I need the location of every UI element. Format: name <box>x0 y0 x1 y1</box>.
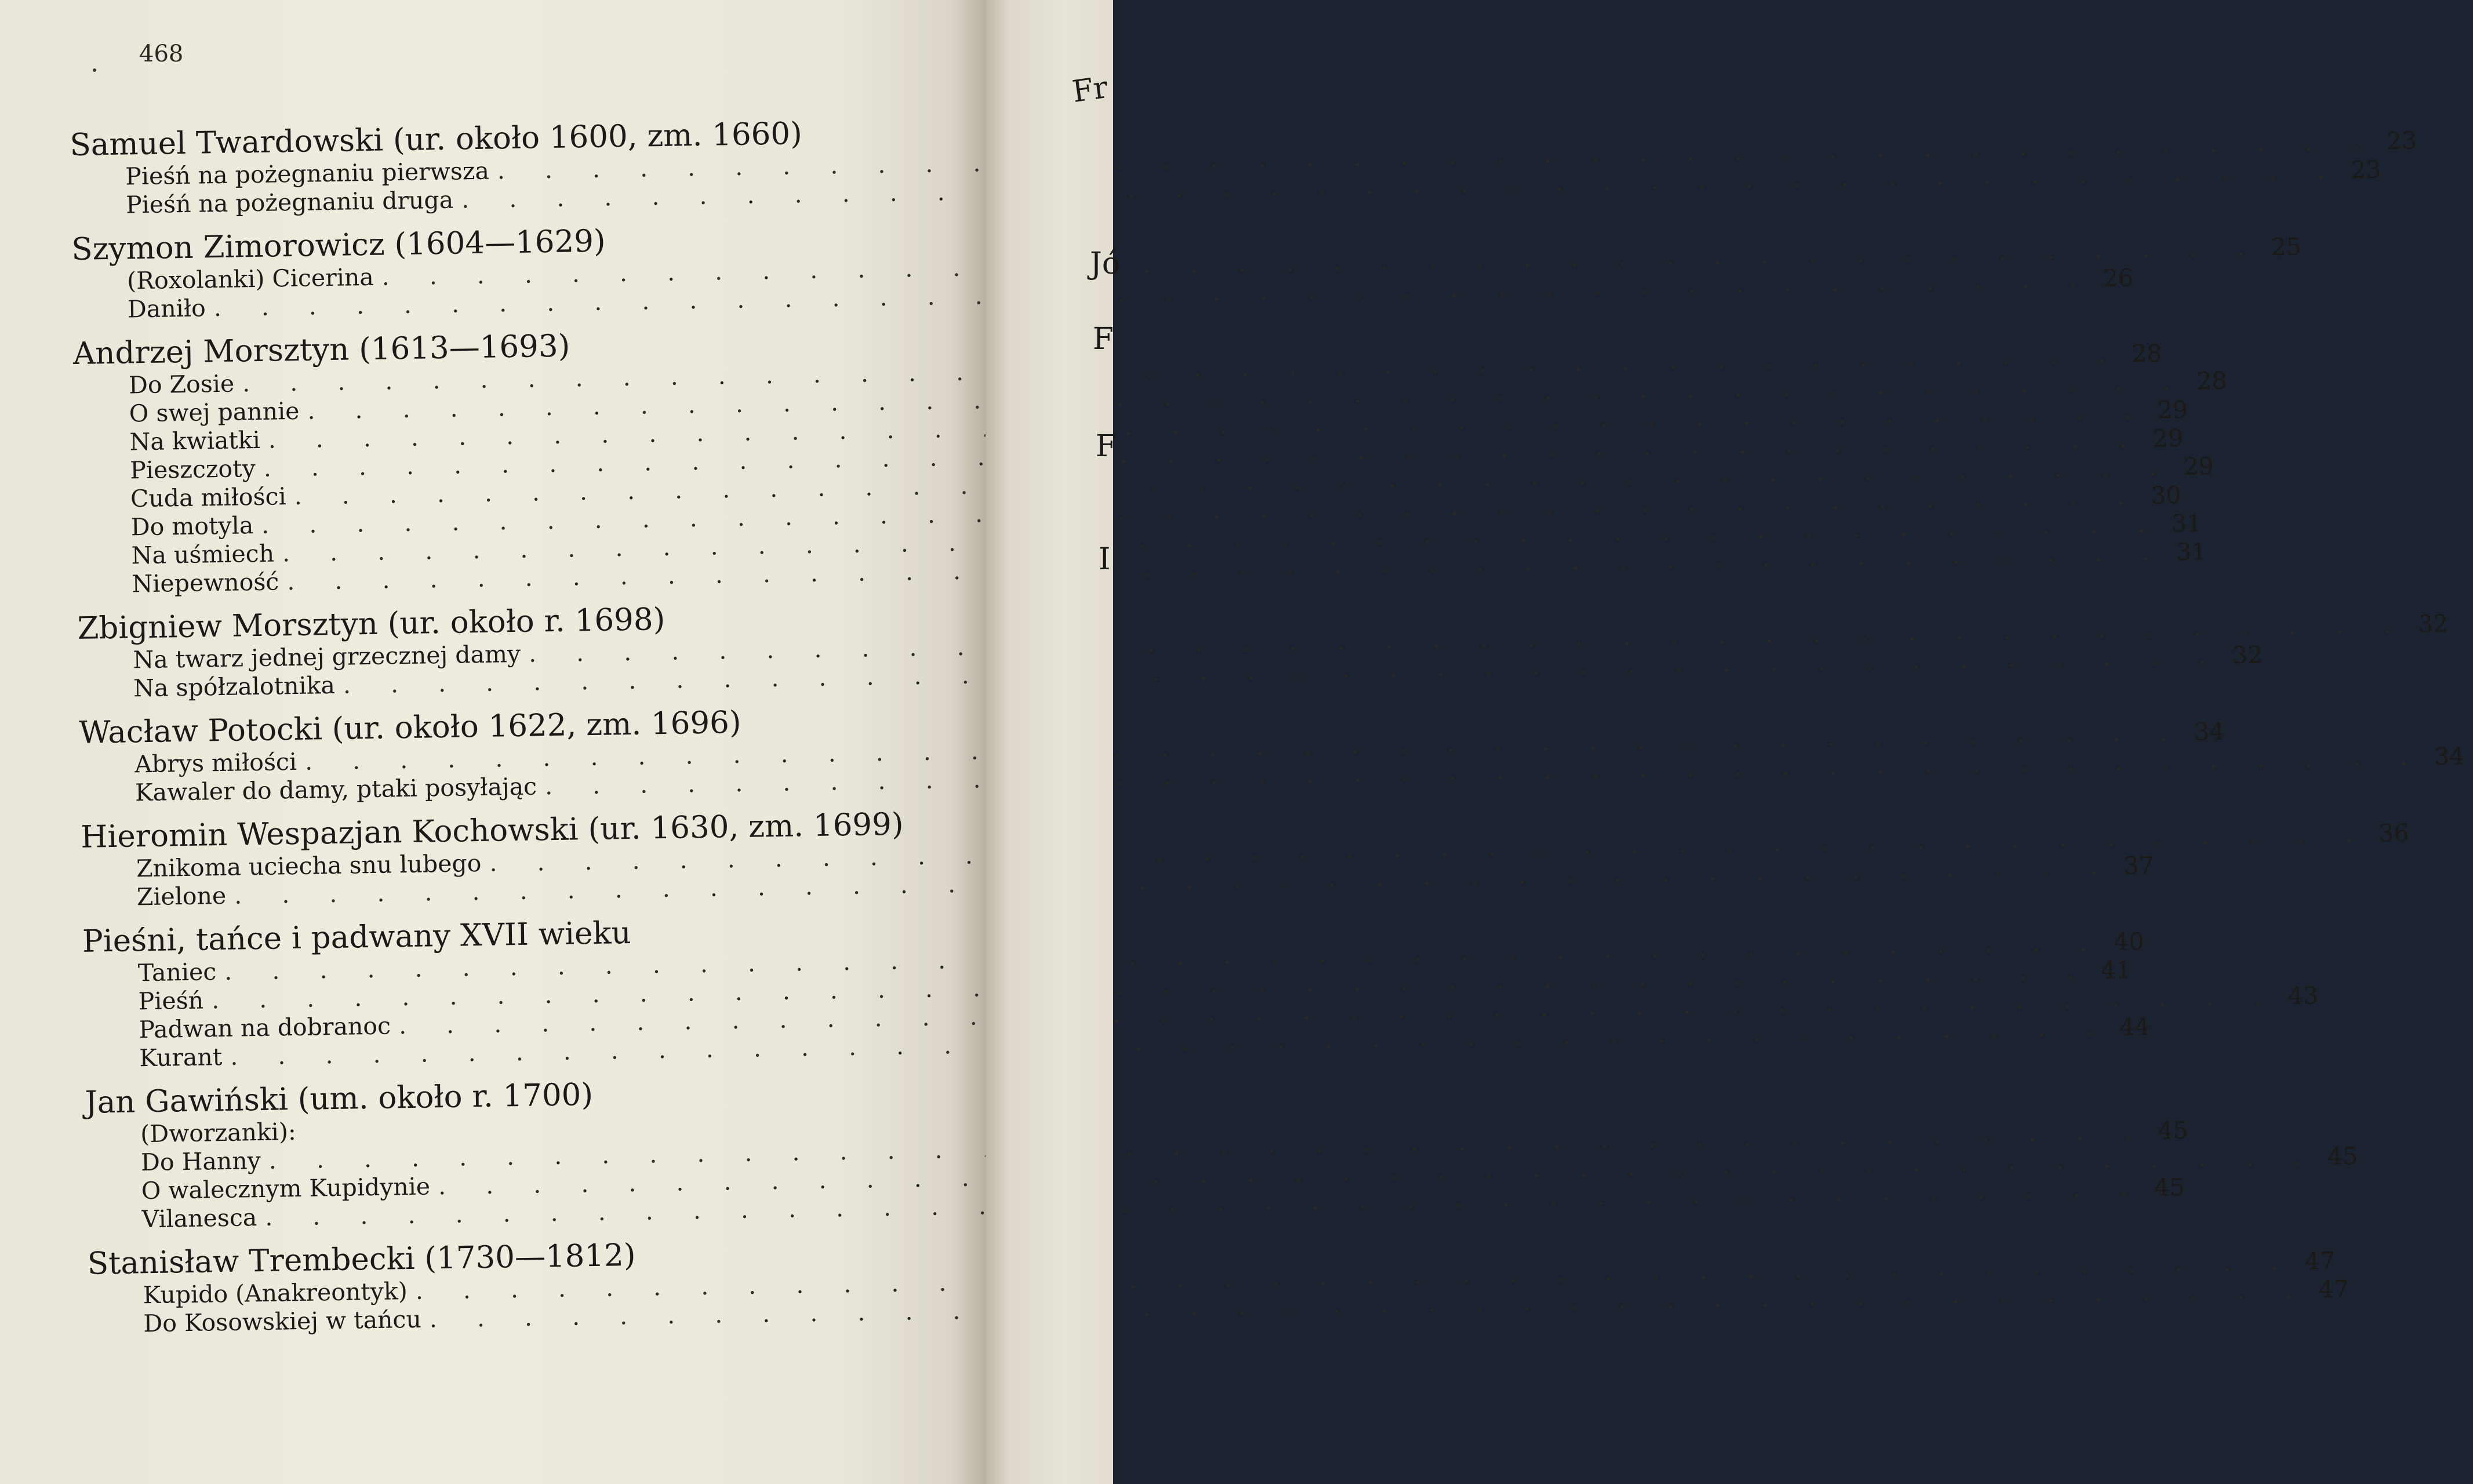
entry-page-number: 34 <box>2194 717 2225 746</box>
entry-title: (Roxolanki) Cicerina <box>126 263 374 295</box>
entry-page-number: 45 <box>2327 1142 2358 1171</box>
entry-title: Kurant <box>139 1043 223 1072</box>
entry-page-number: 31 <box>2176 537 2207 566</box>
entry-title: Pieśń na pożegnaniu druga <box>125 186 454 219</box>
entry-title: Na twarz jednej grzecznej damy <box>133 639 521 674</box>
entry-page-number: 32 <box>2417 609 2449 638</box>
toc-section <box>70 115 2417 220</box>
entry-page-number: 43 <box>2287 981 2319 1010</box>
toc-section <box>84 1072 2358 1235</box>
right-page-fragment: I <box>1099 542 1111 577</box>
entry-title: O swej pannie <box>129 397 300 428</box>
entry-title: Na spółzalotnika <box>133 671 336 703</box>
page-number: 468 <box>139 41 184 67</box>
paper-speck <box>93 68 96 72</box>
toc-section <box>87 1234 2350 1339</box>
entry-title: Abrys miłości <box>134 747 297 779</box>
entry-page-number: 47 <box>2318 1275 2350 1304</box>
entry-page-number: 32 <box>2232 641 2263 670</box>
entry-page-number: 28 <box>2196 366 2227 395</box>
author-heading: Hieromin Wespazjan Kochowski (ur. 1630, zm. 1699) <box>80 806 904 855</box>
toc-section <box>80 806 2409 912</box>
entry-page-number: 44 <box>2119 1012 2150 1041</box>
entry-title: Kawaler do damy, ptaki posyłając <box>134 772 537 807</box>
entry-title: Kupido (Anakreontyk) <box>143 1277 408 1310</box>
toc-section <box>72 323 2227 599</box>
author-heading: Wacław Potocki (ur. około 1622, zm. 1696) <box>78 704 742 751</box>
entry-page-number: 40 <box>2113 927 2144 956</box>
entry-page-number: 37 <box>2123 851 2154 880</box>
entry-page-number: 34 <box>2434 742 2465 771</box>
entry-page-number: 45 <box>2154 1173 2185 1202</box>
entry-title: Zielone <box>136 881 227 911</box>
entry-page-number: 25 <box>2271 232 2302 261</box>
entry-page-number: 28 <box>2131 339 2162 368</box>
entry-title: Na kwiatki <box>129 425 261 456</box>
entry-title: Niepewność <box>132 568 279 598</box>
entry-page-number: 45 <box>2158 1116 2189 1145</box>
entry-page-number: 47 <box>2304 1246 2336 1275</box>
author-heading: Szymon Zimorowicz (1604—1629) <box>71 223 606 267</box>
entry-title: Do motyla <box>130 511 254 541</box>
entry-title: Daniło <box>127 294 206 323</box>
entry-title: Pieśń <box>138 986 204 1016</box>
author-heading: Jan Gawiński (um. około r. 1700) <box>84 1077 594 1121</box>
entry-title: O walecznym Kupidynie <box>141 1172 431 1205</box>
entry-page-number: 36 <box>2378 819 2409 848</box>
author-heading: Stanisław Trembecki (1730—1812) <box>87 1237 636 1282</box>
entry-page-number: 29 <box>2152 424 2184 453</box>
entry-title: Do Hanny <box>140 1147 261 1177</box>
entry-page-number: 30 <box>2150 481 2181 510</box>
right-page-fragment: Fr <box>1070 70 1110 110</box>
entry-page-number: 23 <box>2386 126 2417 155</box>
toc-section <box>82 911 2319 1074</box>
entry-page-number: 29 <box>2157 395 2188 424</box>
entry-title: Padwan na dobranoc <box>139 1012 391 1044</box>
right-page-fragment: F <box>1096 429 1117 464</box>
entry-title: Do Zosie <box>128 369 235 399</box>
entry-page-number: 26 <box>2103 264 2134 292</box>
entry-title: Do Kosowskiej w tańcu <box>143 1305 422 1338</box>
entry-page-number: 29 <box>2183 452 2214 481</box>
right-page-fragment: Jó <box>1090 246 1121 281</box>
author-heading: Zbigniew Morsztyn (ur. około r. 1698) <box>77 601 665 646</box>
entry-title: Znikoma uciecha snu lubego <box>136 849 482 883</box>
toc-section <box>78 703 2465 808</box>
entry-title: Pieszczoty <box>129 454 256 485</box>
right-page <box>985 0 1121 1484</box>
entry-title: Cuda miłości <box>130 482 287 513</box>
entry-page-number: 41 <box>2100 956 2132 985</box>
right-page-fragment: F <box>1093 322 1114 357</box>
author-heading: Pieśni, tańce i padwany XVII wieku <box>82 915 632 959</box>
author-heading: Andrzej Morsztyn (1613—1693) <box>72 328 570 372</box>
entry-title: Pieśń na pożegnaniu pierwsza <box>125 157 490 191</box>
author-heading: Samuel Twardowski (ur. około 1600, zm. 1660) <box>70 116 803 163</box>
entry-title: Na uśmiech <box>131 539 275 570</box>
entry-title: Taniec <box>137 958 217 987</box>
section-note: (Dworzanki): <box>140 1118 297 1148</box>
entry-title: Vilanesca <box>141 1203 257 1234</box>
entry-page-number: 31 <box>2171 509 2202 538</box>
toc-section <box>77 598 2449 704</box>
entry-page-number: 23 <box>2350 155 2381 184</box>
